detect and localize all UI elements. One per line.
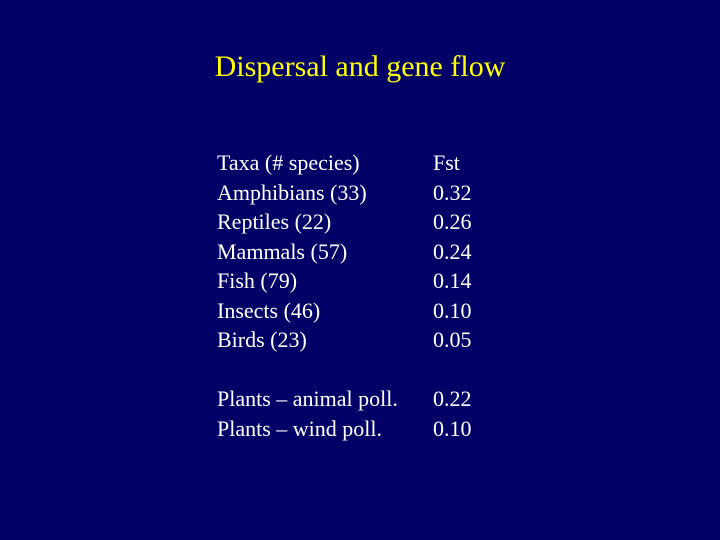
fst-cell: 0.14 bbox=[433, 268, 472, 293]
taxa-cell: Plants – animal poll. bbox=[217, 386, 398, 411]
header-taxa: Taxa (# species) bbox=[217, 150, 360, 175]
taxa-cell: Plants – wind poll. bbox=[217, 415, 383, 441]
taxa-cell: Amphibians (33) bbox=[217, 179, 367, 205]
fst-cell: 0.05 bbox=[433, 327, 472, 352]
fst-cell: 0.10 bbox=[433, 297, 472, 323]
fst-cell: 0.26 bbox=[433, 209, 472, 234]
slide-title: Dispersal and gene flow bbox=[214, 50, 506, 83]
fst-cell: 0.24 bbox=[433, 238, 472, 264]
taxa-cell: Birds (23) bbox=[217, 327, 307, 352]
taxa-cell: Reptiles (22) bbox=[217, 209, 332, 234]
header-fst: Fst bbox=[433, 150, 460, 175]
fst-cell: 0.22 bbox=[433, 386, 472, 411]
taxa-cell: Insects (46) bbox=[217, 297, 321, 323]
taxa-cell: Fish (79) bbox=[217, 268, 298, 293]
fst-cell: 0.32 bbox=[433, 179, 472, 205]
fst-cell: 0.10 bbox=[433, 415, 472, 441]
taxa-cell: Mammals (57) bbox=[217, 238, 348, 264]
